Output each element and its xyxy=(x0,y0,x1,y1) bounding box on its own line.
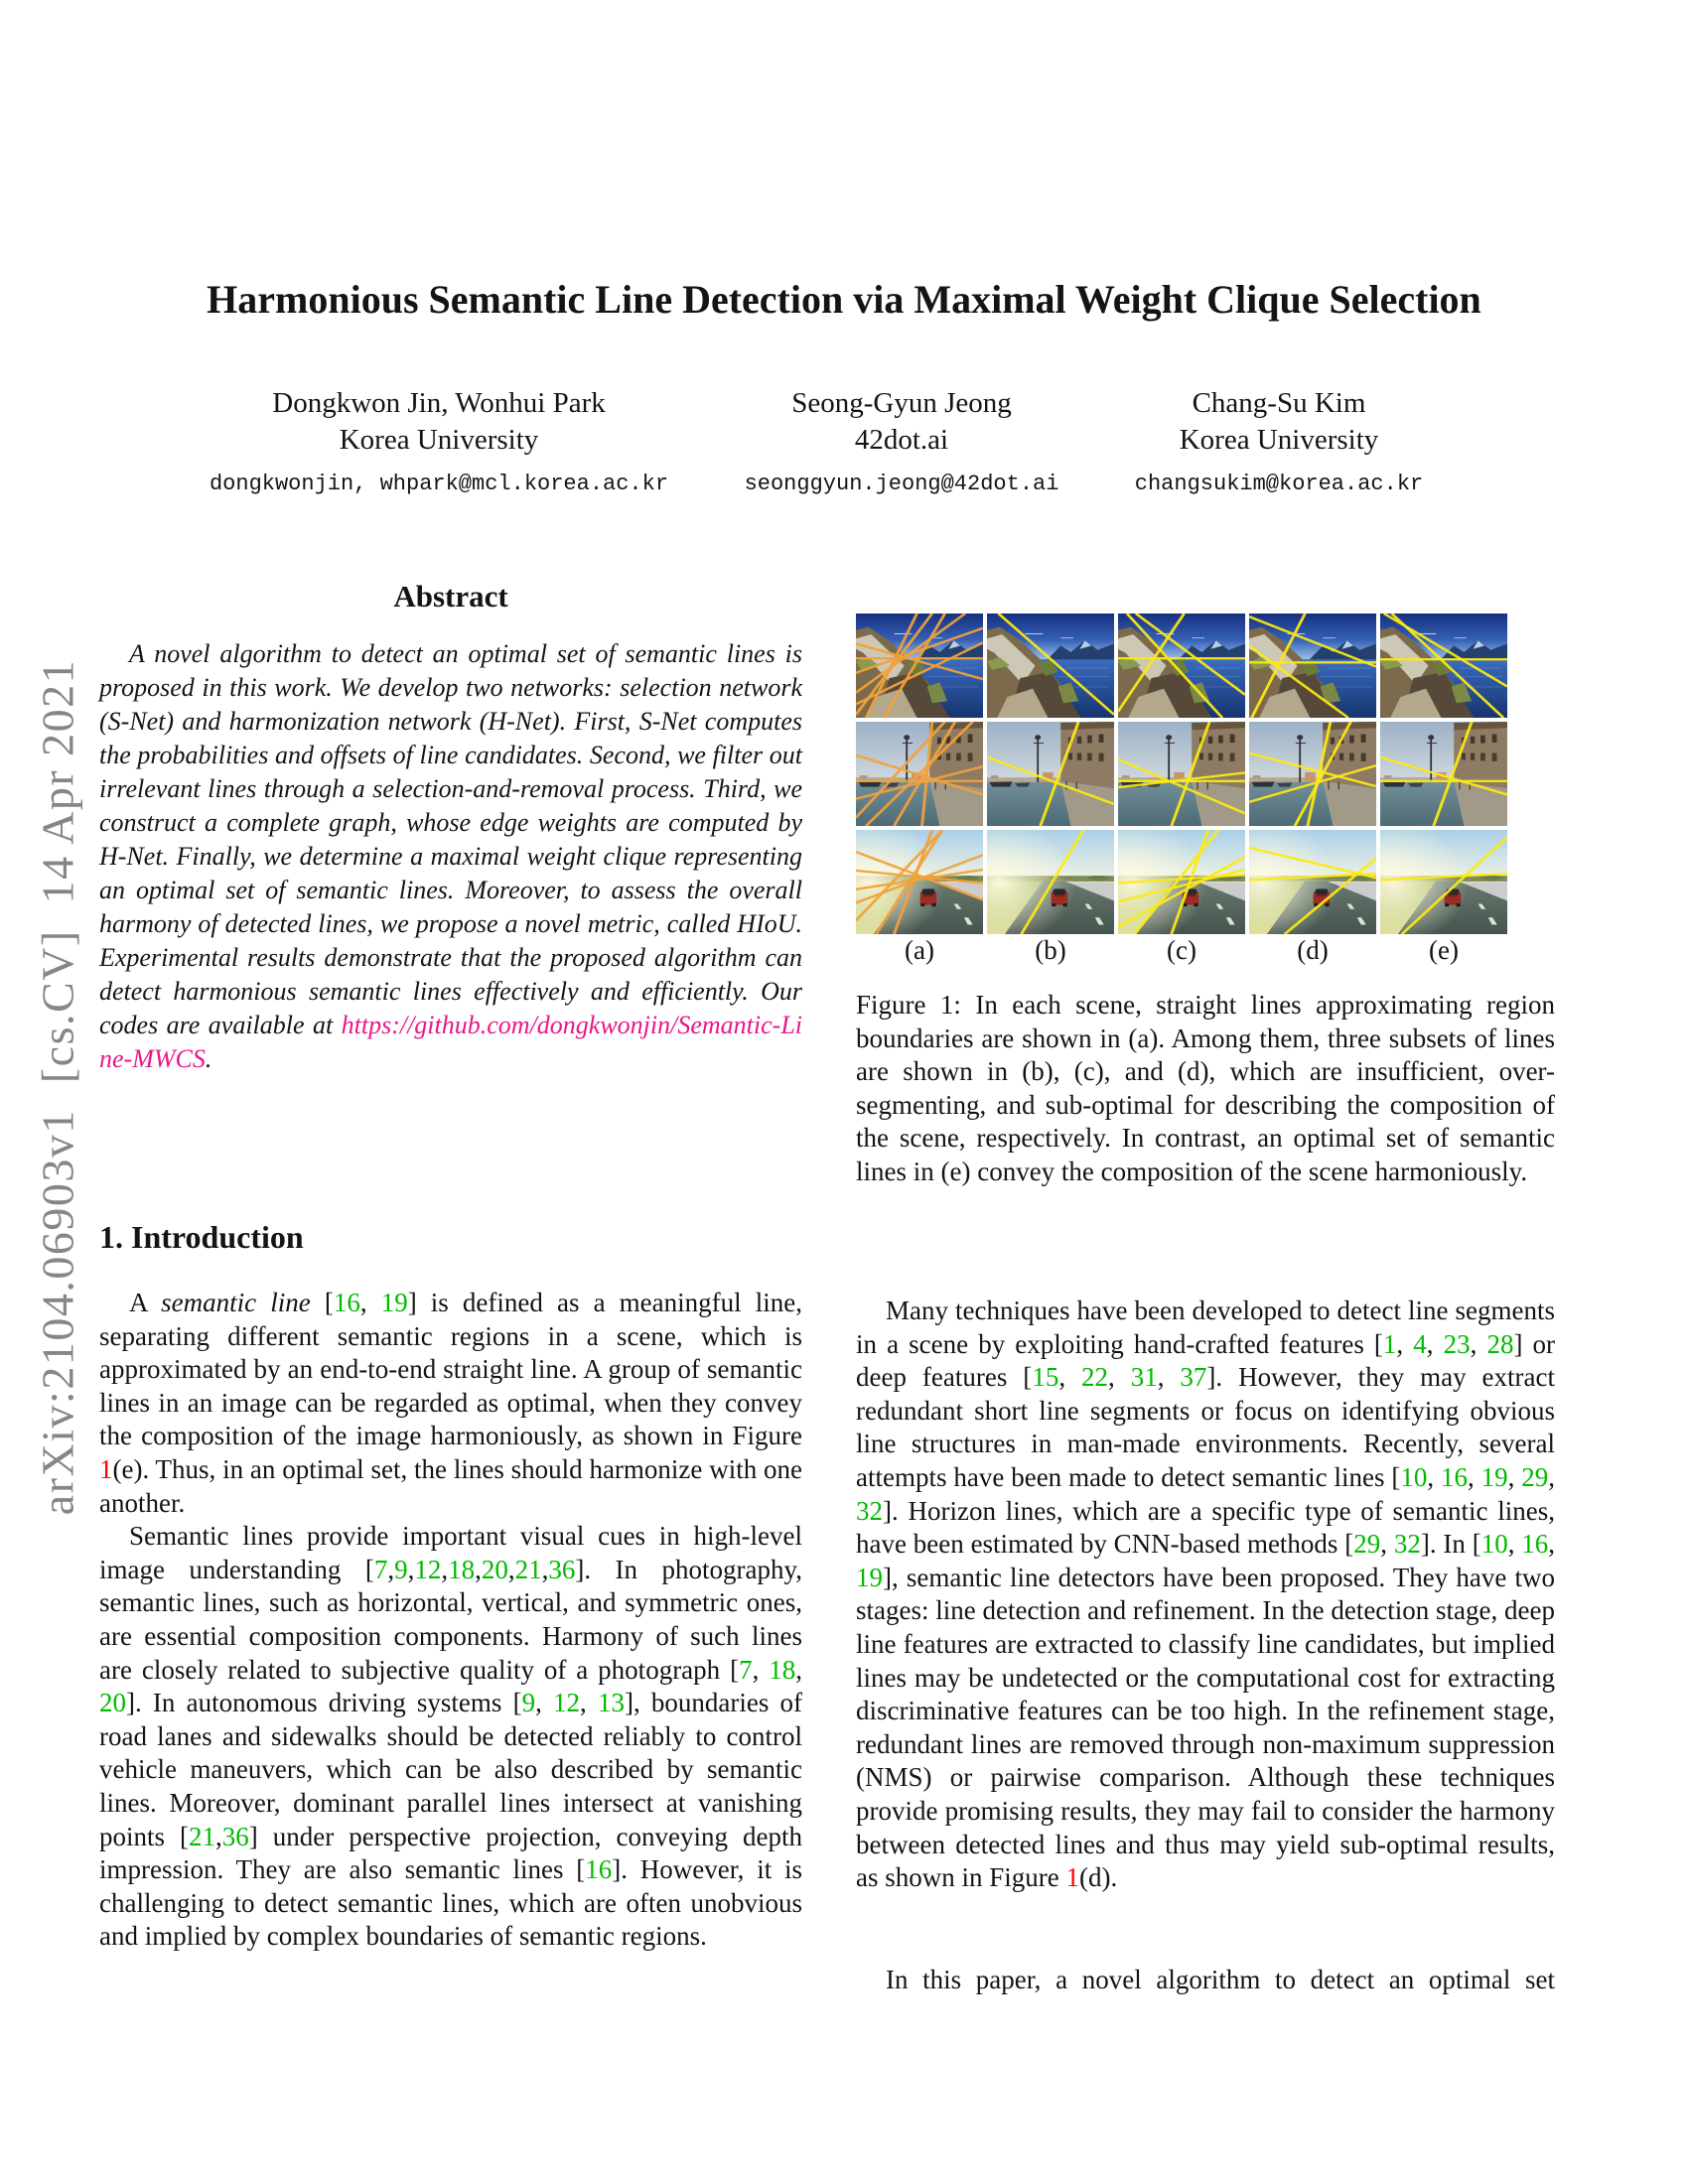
citation-ref[interactable]: 22 xyxy=(1081,1362,1109,1393)
text-span: , xyxy=(1157,1362,1181,1393)
citation-ref[interactable]: 9 xyxy=(394,1554,408,1584)
citation-ref[interactable]: 23 xyxy=(1443,1328,1471,1359)
text-span: ]. However, they may extract redundant short line segments or focus on identifying obvious line structures in man-made environments. Recently, several attempts have been made to detect semantic lines [ xyxy=(856,1362,1556,1492)
citation-ref[interactable]: 1 xyxy=(1382,1328,1397,1359)
related-work-paragraph xyxy=(856,1295,1555,1895)
citation-ref[interactable]: 20 xyxy=(481,1554,508,1584)
author-names: Seong-Gyun Jeong xyxy=(791,387,1012,419)
text-span: , xyxy=(541,1554,549,1584)
figure-label-e: (e) xyxy=(1429,935,1459,965)
figure-image-row1-b xyxy=(987,614,1114,718)
author-email: changsukim@korea.ac.kr xyxy=(1134,472,1424,496)
author-affiliation: Korea University xyxy=(1179,424,1379,456)
figure-image-row2-c xyxy=(1118,722,1245,826)
citation-ref[interactable]: 15 xyxy=(1032,1362,1059,1393)
figure-image-row1-e xyxy=(1380,614,1507,718)
text-span: , xyxy=(1058,1362,1082,1393)
citation-ref[interactable]: 29 xyxy=(1521,1461,1549,1492)
text-span: ]. In autonomous driving systems [ xyxy=(126,1688,522,1718)
citation-ref[interactable]: 9 xyxy=(521,1688,536,1718)
text-span: ]. In photography, semantic lines, such as horizontal, vertical, and symmetric ones, are essential composition components. Harmony of such lines are closely related to subjective quality of a photograph [ xyxy=(99,1554,802,1685)
text-span: , xyxy=(795,1654,802,1685)
figure-caption: Figure 1: In each scene, straight lines approximating region boundaries are shown in (a). Among them, three subsets of lines are shown in (b), (c), and (d), which are insufficient, over-segmenting, and sub-optimal for describing the composition of the scene, respectively. In contrast, an optimal set of semantic lines in (e) convey the composition of the scene harmoniously. xyxy=(856,990,1555,1186)
citation-ref[interactable]: 36 xyxy=(221,1821,249,1851)
text-span: In this paper, a novel algorithm to detect an optimal set xyxy=(886,1965,1555,1994)
citation-ref[interactable]: 19 xyxy=(1480,1461,1508,1492)
paper-title: Harmonious Semantic Line Detection via Maximal Weight Clique Selection xyxy=(207,277,1481,322)
figure-label-c: (c) xyxy=(1167,935,1196,965)
citation-ref[interactable]: 21 xyxy=(514,1554,542,1584)
citation-ref[interactable]: 21 xyxy=(189,1821,216,1851)
text-span: A novel algorithm to detect an optimal set of semantic lines is proposed in this work. We develop two networks: selection network (S-Net) and harmonization network (H-Net). First, S-Net computes the probabilities and offsets of line candidates. Second, we filter out irrelevant lines through a selection-and-removal process. Third, we construct a complete graph, whose edge weights are computed by H-Net. Finally, we determine a maximal weight clique representing an optimal set of semantic lines. Moreover, to assess the overall harmony of detected lines, we propose a novel metric, called HIoU. Experimental results demonstrate that the proposed algorithm can detect harmonious semantic lines effectively and efficiently. Our codes are available at xyxy=(99,639,802,1039)
citation-ref[interactable]: 13 xyxy=(597,1688,625,1718)
text-span: ] or deep features [ xyxy=(856,1328,1556,1393)
text-span: , xyxy=(507,1554,515,1584)
figure-ref[interactable]: 1 xyxy=(1065,1862,1079,1893)
section-heading-introduction: 1. Introduction xyxy=(99,1219,304,1255)
figure-image-row2-d xyxy=(1249,722,1376,826)
text-span: , xyxy=(1108,1362,1131,1393)
figure-image-row1-d xyxy=(1249,614,1376,718)
text-span: , xyxy=(1470,1328,1487,1359)
citation-ref[interactable]: 31 xyxy=(1130,1362,1158,1393)
citation-ref[interactable]: 18 xyxy=(448,1554,476,1584)
author-email: dongkwonjin, whpark@mcl.korea.ac.kr xyxy=(209,472,669,496)
text-span: , xyxy=(387,1554,395,1584)
citation-ref[interactable]: 28 xyxy=(1486,1328,1514,1359)
author-names: Chang-Su Kim xyxy=(1192,387,1366,419)
citation-ref[interactable]: 32 xyxy=(856,1495,883,1526)
citation-ref[interactable]: 16 xyxy=(1441,1461,1468,1492)
text-span: , xyxy=(580,1688,598,1718)
text-span: ] under perspective projection, conveying depth impression. They are also semantic lines [ xyxy=(99,1821,802,1885)
text-span: , xyxy=(1426,1328,1444,1359)
right-column xyxy=(856,0,1555,2184)
text-span: , xyxy=(1427,1461,1441,1492)
figure-label-d: (d) xyxy=(1297,935,1329,965)
intro-paragraph-1 xyxy=(99,1287,802,1520)
text-span: Semantic lines provide important visual cues in high-level image understanding [ xyxy=(99,1521,802,1584)
figure-image-row3-d xyxy=(1249,830,1376,934)
citation-ref[interactable]: 12 xyxy=(414,1554,442,1584)
citation-ref[interactable]: 16 xyxy=(333,1288,360,1317)
text-span: (d). xyxy=(1079,1862,1118,1893)
text-span: , xyxy=(359,1288,381,1317)
text-span: , xyxy=(1396,1328,1414,1359)
figure-image-row1-c xyxy=(1118,614,1245,718)
citation-ref[interactable]: 16 xyxy=(1521,1529,1549,1560)
text-span: , xyxy=(1548,1529,1556,1560)
text-span: [ xyxy=(310,1288,334,1317)
arxiv-watermark: arXiv:2104.06903v1 [cs.CV] 14 Apr 2021 xyxy=(32,658,83,1516)
citation-ref[interactable]: 10 xyxy=(1400,1461,1428,1492)
author-affiliation: 42dot.ai xyxy=(854,424,949,456)
intro-paragraph-2 xyxy=(99,1520,802,1954)
right-column-body xyxy=(856,1295,1555,1895)
text-span: A xyxy=(129,1288,162,1317)
figure-image-row2-b xyxy=(987,722,1114,826)
figure-image-row2-e xyxy=(1380,722,1507,826)
figure-image-row3-a xyxy=(856,830,983,934)
figure-label-b: (b) xyxy=(1035,935,1066,965)
citation-ref[interactable]: 19 xyxy=(856,1562,883,1592)
text-span: , xyxy=(535,1688,554,1718)
text-span: (e). Thus, in an optimal set, the lines should harmonize with one another. xyxy=(99,1453,802,1518)
hyperlink[interactable]: https://github.com/dongkwonjin/Semantic-Line-MWCS xyxy=(99,1011,802,1073)
figure-grid xyxy=(856,614,1507,934)
author-names: Dongkwon Jin, Wonhui Park xyxy=(272,387,606,419)
text-span: semantic line xyxy=(161,1288,311,1317)
contribution-paragraph-line xyxy=(856,1964,1555,1997)
text-span: , xyxy=(1507,1461,1522,1492)
citation-ref[interactable]: 10 xyxy=(1480,1529,1508,1560)
text-span: , xyxy=(1380,1529,1394,1560)
left-column xyxy=(99,0,802,2184)
figure-ref[interactable]: 1 xyxy=(99,1453,113,1484)
text-span: , xyxy=(215,1821,222,1851)
author-email: seonggyun.jeong@42dot.ai xyxy=(744,472,1059,496)
figure-column-labels xyxy=(856,935,1507,966)
text-span: ], semantic line detectors have been proposed. They have two stages: line detection and refinement. In the detection stage, deep line features are extracted to classify line candidates, but implied lines may be undetected or the computational cost for extracting discriminative features can be too high. In the refinement stage, redundant lines are removed through non-maximum suppression (NMS) or pairwise comparison. Although these techniques provide promising results, they may fail to consider the harmony between detected lines and thus may yield sub-optimal results, as shown in Figure xyxy=(856,1562,1555,1893)
citation-ref[interactable]: 19 xyxy=(380,1288,408,1317)
citation-ref[interactable]: 36 xyxy=(548,1554,576,1584)
citation-ref[interactable]: 7 xyxy=(739,1654,753,1685)
text-span: ], boundaries of road lanes and sidewalks should be detected reliably to control vehicle maneuvers, which can be also described by semantic lines. Moreover, dominant parallel lines intersect at vanishing points [ xyxy=(99,1688,803,1851)
introduction-body xyxy=(99,1287,802,1954)
figure-image-row3-e xyxy=(1380,830,1507,934)
text-span: . xyxy=(205,1044,212,1073)
citation-ref[interactable]: 29 xyxy=(1353,1529,1381,1560)
figure-image-row3-b xyxy=(987,830,1114,934)
text-span: ]. Horizon lines, which are a specific type of semantic lines, have been estimated by CNN-based methods [ xyxy=(856,1495,1555,1560)
figure-image-row3-c xyxy=(1118,830,1245,934)
figure-image-row1-a xyxy=(856,614,983,718)
citation-ref[interactable]: 4 xyxy=(1413,1328,1427,1359)
text-span: , xyxy=(752,1654,770,1685)
citation-ref[interactable]: 12 xyxy=(553,1688,581,1718)
text-span: , xyxy=(441,1554,449,1584)
text-span: , xyxy=(1548,1461,1556,1492)
text-span: ]. In [ xyxy=(1420,1529,1481,1560)
text-span: ] is defined as a meaningful line, separating different semantic regions in a scene, which is approximated by an end-to-end straight line. A group of semantic lines in an image can be regarded as optimal, when they convey the composition of the image harmoniously, as shown in Figure xyxy=(99,1288,802,1451)
text-span: , xyxy=(1507,1529,1522,1560)
abstract-heading: Abstract xyxy=(393,579,508,614)
text-span: , xyxy=(1468,1461,1481,1492)
citation-ref[interactable]: 20 xyxy=(99,1688,126,1718)
citation-ref[interactable]: 16 xyxy=(585,1854,613,1885)
text-span: ]. However, it is challenging to detect semantic lines, which are often unobvious and implied by complex boundaries of semantic regions. xyxy=(99,1854,802,1952)
text-span: , xyxy=(407,1554,415,1584)
citation-ref[interactable]: 32 xyxy=(1393,1529,1421,1560)
citation-ref[interactable]: 37 xyxy=(1180,1362,1207,1393)
text-span: Many techniques have been developed to detect line segments in a scene by exploiting hand-crafted features [ xyxy=(856,1296,1555,1359)
author-affiliation: Korea University xyxy=(339,424,539,456)
abstract-text xyxy=(99,637,802,1076)
figure-label-a: (a) xyxy=(905,935,934,965)
citation-ref[interactable]: 7 xyxy=(373,1554,388,1584)
citation-ref[interactable]: 18 xyxy=(769,1654,796,1685)
figure-image-row2-a xyxy=(856,722,983,826)
text-span: , xyxy=(475,1554,482,1584)
contribution-paragraph-start xyxy=(856,1964,1555,1997)
